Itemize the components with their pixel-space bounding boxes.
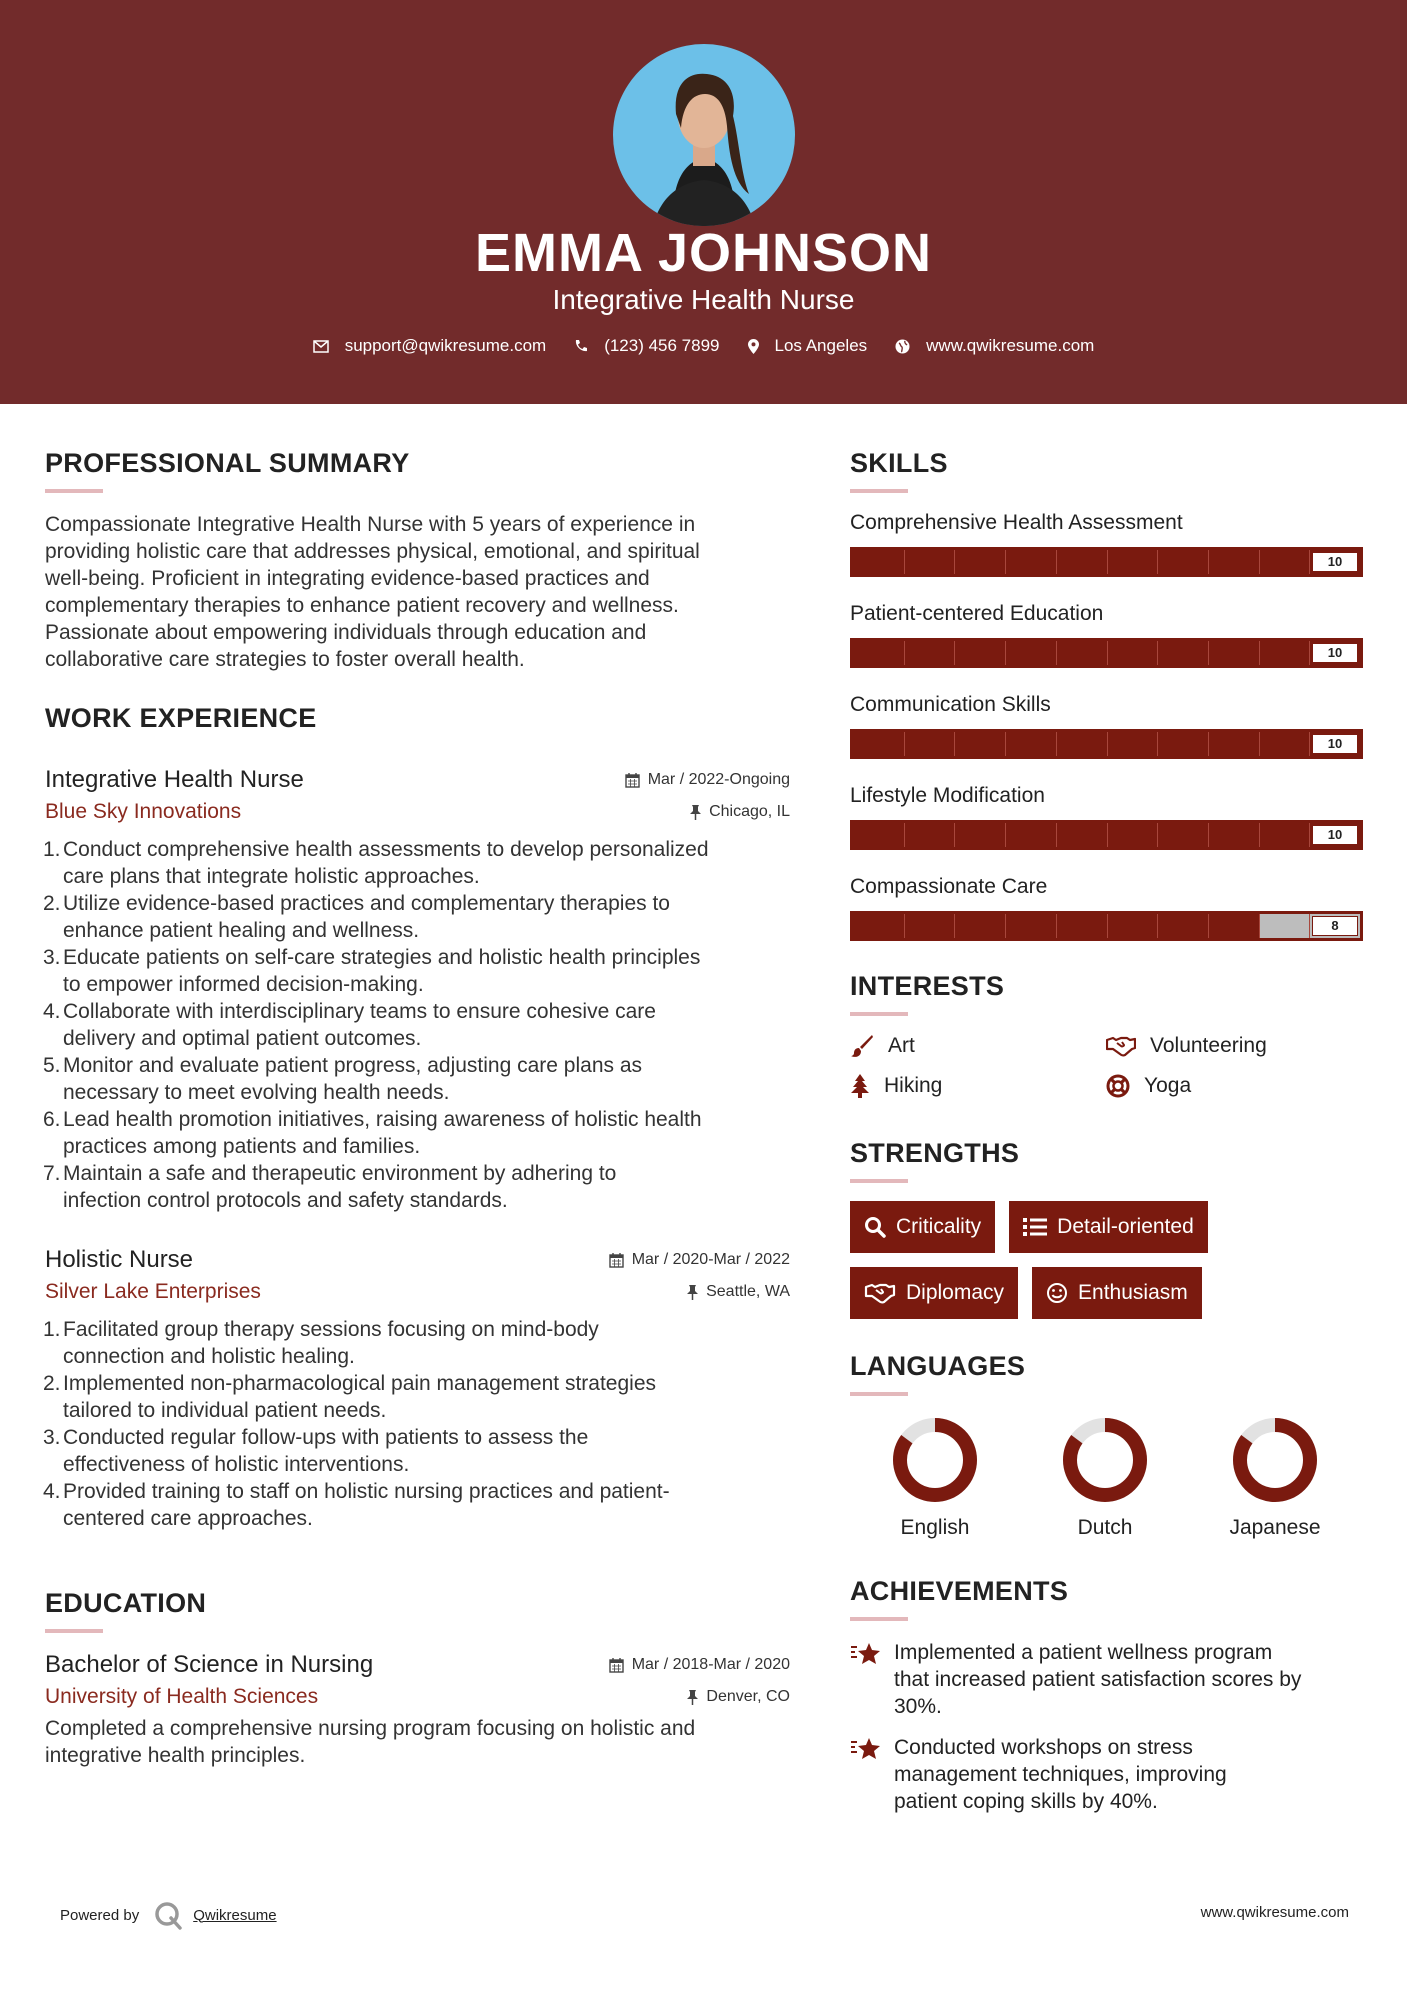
section-divider <box>850 1012 908 1016</box>
footer-powered-by <box>60 1900 277 1930</box>
skill-segment-divider <box>904 550 905 574</box>
achievement-item <box>850 1639 1365 1720</box>
skill-item <box>850 693 1365 759</box>
skill-segment-divider <box>1208 550 1209 574</box>
map-pin-icon <box>748 339 759 354</box>
skill-segment-divider <box>954 732 955 756</box>
interest-item: Yoga <box>1106 1074 1362 1098</box>
language-level-donut <box>889 1414 981 1506</box>
achievements-section <box>850 1576 1365 1815</box>
summary-section <box>45 448 790 673</box>
skill-level-bar <box>850 911 1363 941</box>
section-divider <box>45 1629 103 1633</box>
list-item: 7. Maintain a safe and therapeutic environment by adhering to infection control protocols and safety standards. <box>43 1162 617 1212</box>
tree-icon <box>850 1074 870 1098</box>
smile-icon <box>1046 1282 1068 1304</box>
list-item: 4. Provided training to staff on holistic nursing practices and patient- centered care approaches. <box>43 1480 670 1530</box>
skill-segment-divider <box>1208 641 1209 665</box>
skill-segment-divider <box>1259 823 1260 847</box>
section-divider <box>45 489 103 493</box>
powered-by-label: Powered by <box>60 1906 140 1924</box>
job-dates <box>609 1251 790 1269</box>
candidate-title: Integrative Health Nurse <box>552 284 855 315</box>
left-column <box>45 448 790 1769</box>
skill-segment-divider <box>1259 550 1260 574</box>
skill-name: Compassionate Care <box>850 875 1048 898</box>
interests-section <box>850 971 1365 1098</box>
school-name: University of Health Sciences <box>45 1685 319 1708</box>
skill-segment-divider <box>1157 914 1158 938</box>
strength-tag: Enthusiasm <box>1032 1267 1202 1319</box>
pushpin-icon <box>690 805 701 820</box>
skill-level-bar <box>850 547 1363 577</box>
pushpin-icon <box>687 1285 698 1300</box>
interest-item: Hiking <box>850 1074 1106 1098</box>
footer-url[interactable]: www.qwikresume.com <box>1200 1904 1349 1921</box>
skill-item <box>850 602 1365 668</box>
contact-phone[interactable] <box>574 336 719 356</box>
achievement-text: Conducted workshops on stress management techniques, improving patient coping skills by 40%. <box>894 1736 1227 1813</box>
achievement-item <box>850 1734 1365 1815</box>
skill-segment-divider <box>1107 641 1108 665</box>
job-location-text: Seattle, WA <box>706 1283 790 1300</box>
languages-heading: LANGUAGES <box>850 1351 1026 1381</box>
skill-segment-divider <box>954 550 955 574</box>
lifebuoy-icon <box>1106 1074 1130 1098</box>
skill-level-badge: 10 <box>1312 643 1358 663</box>
right-column <box>850 448 1365 1829</box>
contact-email[interactable] <box>313 336 547 356</box>
list-item: 4. Collaborate with interdisciplinary teams to ensure cohesive care delivery and optimal patient outcomes. <box>43 1000 656 1050</box>
language-item <box>1020 1414 1190 1540</box>
skill-item <box>850 875 1365 941</box>
education-location-text: Denver, CO <box>706 1688 790 1705</box>
skill-segment-divider <box>954 641 955 665</box>
strengths-heading: STRENGTHS <box>850 1138 1020 1168</box>
skill-segment-divider <box>1056 550 1057 574</box>
skills-heading: SKILLS <box>850 448 948 478</box>
handshake-icon <box>1106 1035 1136 1057</box>
job-location <box>687 1283 790 1301</box>
contact-phone-text: (123) 456 7899 <box>604 336 720 355</box>
skills-list <box>850 511 1365 941</box>
resume-header <box>0 0 1407 404</box>
contact-website-text: www.qwikresume.com <box>926 336 1095 355</box>
degree-title: Bachelor of Science in Nursing <box>45 1651 374 1678</box>
list-item: 1. Facilitated group therapy sessions focusing on mind-body connection and holistic healing. <box>43 1318 599 1368</box>
job-title: Holistic Nurse <box>45 1246 194 1273</box>
list-icon <box>1023 1217 1047 1237</box>
strengths-tags <box>850 1201 1365 1333</box>
education-heading: EDUCATION <box>45 1588 207 1618</box>
job-entry <box>45 766 790 1214</box>
skill-segment-divider <box>954 823 955 847</box>
education-description: Completed a comprehensive nursing program focusing on holistic and integrative health principles. <box>45 1717 696 1767</box>
skill-segment-divider <box>1309 732 1310 756</box>
candidate-name: EMMA JOHNSON <box>474 223 933 283</box>
experience-section <box>45 703 790 1532</box>
interests-grid <box>850 1034 1365 1098</box>
skill-item <box>850 784 1365 850</box>
skill-segment-divider <box>904 641 905 665</box>
skill-name: Comprehensive Health Assessment <box>850 511 1183 534</box>
skill-segment-divider <box>1005 823 1006 847</box>
languages-section <box>850 1351 1365 1540</box>
education-dates <box>609 1656 790 1674</box>
language-level-donut <box>1229 1414 1321 1506</box>
job-dates <box>625 771 790 789</box>
interest-item: Art <box>850 1034 1106 1058</box>
skill-segment-divider <box>1208 823 1209 847</box>
strength-tag: Diplomacy <box>850 1267 1018 1319</box>
skill-segment-divider <box>1259 641 1260 665</box>
handshake-icon <box>864 1282 896 1304</box>
skill-level-bar <box>850 638 1363 668</box>
skill-segment-divider <box>1309 550 1310 574</box>
search-icon <box>864 1216 886 1238</box>
skill-level-badge: 8 <box>1312 916 1358 936</box>
summary-heading: PROFESSIONAL SUMMARY <box>45 448 410 478</box>
skill-segment-divider <box>1005 914 1006 938</box>
achievements-heading: ACHIEVEMENTS <box>850 1576 1069 1606</box>
skill-segment-divider <box>904 732 905 756</box>
contact-location-text: Los Angeles <box>774 336 868 355</box>
skill-segment-divider <box>904 914 905 938</box>
achievement-text: Implemented a patient wellness program that increased patient satisfaction scores by 30%. <box>894 1641 1302 1718</box>
skill-segment-divider <box>1259 732 1260 756</box>
skill-item <box>850 511 1365 577</box>
skill-segment-divider <box>1157 732 1158 756</box>
language-label: English <box>900 1516 970 1539</box>
job-responsibilities <box>45 836 790 1214</box>
skill-segment-divider <box>1157 550 1158 574</box>
skill-segment-divider <box>1005 641 1006 665</box>
globe-icon <box>895 339 910 354</box>
summary-line: Passionate about empowering individuals through education and <box>45 621 647 644</box>
education-dates-text: Mar / 2018-Mar / 2020 <box>631 1656 790 1673</box>
skill-name: Lifestyle Modification <box>850 784 1045 807</box>
job-dates-text: Mar / 2022-Ongoing <box>647 771 790 788</box>
calendar-icon <box>609 1253 624 1268</box>
skill-segment-divider <box>1309 641 1310 665</box>
skill-segment-divider <box>1157 641 1158 665</box>
skill-segment-divider <box>1005 732 1006 756</box>
star-badge-icon <box>850 1641 882 1667</box>
contact-bar <box>0 336 1407 356</box>
summary-line: Compassionate Integrative Health Nurse with 5 years of experience in <box>45 513 696 536</box>
list-item: 5. Monitor and evaluate patient progress, adjusting care plans as necessary to meet evolving health needs. <box>43 1054 643 1104</box>
skill-level-bar <box>850 729 1363 759</box>
skill-segment-divider <box>1107 732 1108 756</box>
skill-segment-divider <box>1056 732 1057 756</box>
section-divider <box>850 489 908 493</box>
contact-email-text: support@qwikresume.com <box>344 336 547 355</box>
skill-segment-divider <box>1107 914 1108 938</box>
list-item: 6. Lead health promotion initiatives, raising awareness of holistic health practices among patients and families. <box>43 1108 702 1158</box>
summary-line: well-being. Proficient in integrating evidence-based practices and <box>45 567 650 590</box>
job-company: Blue Sky Innovations <box>45 800 242 823</box>
skill-name: Communication Skills <box>850 693 1051 716</box>
language-item <box>850 1414 1020 1540</box>
job-responsibilities <box>45 1316 790 1532</box>
job-title: Integrative Health Nurse <box>45 766 304 793</box>
contact-website[interactable] <box>895 336 1094 356</box>
skill-level-bar <box>850 820 1363 850</box>
education-section <box>45 1588 790 1769</box>
strength-tag: Criticality <box>850 1201 995 1253</box>
skill-segment-divider <box>1259 914 1260 938</box>
contact-location <box>748 336 868 356</box>
section-divider <box>850 1617 908 1621</box>
list-item: 2. Utilize evidence-based practices and complementary therapies to enhance patient healing and wellness. <box>43 892 670 942</box>
interest-item: Volunteering <box>1106 1034 1362 1058</box>
list-item: 1. Conduct comprehensive health assessments to develop personalized care plans that integrate holistic approaches. <box>43 838 709 888</box>
skill-level-badge: 10 <box>1312 825 1358 845</box>
language-label: Japanese <box>1229 1516 1321 1539</box>
person-silhouette-icon <box>613 44 795 226</box>
section-divider <box>850 1179 908 1183</box>
list-item: 2. Implemented non-pharmacological pain management strategies tailored to individual patient needs. <box>43 1372 657 1422</box>
strengths-section <box>850 1138 1365 1333</box>
profile-photo <box>613 44 795 226</box>
phone-icon <box>574 339 588 353</box>
job-company: Silver Lake Enterprises <box>45 1280 261 1303</box>
skill-segment-divider <box>1208 914 1209 938</box>
skill-segment-divider <box>1157 823 1158 847</box>
language-level-donut <box>1059 1414 1151 1506</box>
job-entry <box>45 1246 790 1532</box>
job-location <box>690 803 790 821</box>
star-badge-icon <box>850 1736 882 1762</box>
skill-segment-divider <box>1309 823 1310 847</box>
skill-segment-divider <box>1005 550 1006 574</box>
list-item: 3. Conducted regular follow-ups with patients to assess the effectiveness of holistic interventions. <box>43 1426 589 1476</box>
envelope-icon <box>313 340 329 353</box>
qwikresume-logo-icon <box>153 1900 183 1930</box>
skill-segment-divider <box>1056 914 1057 938</box>
language-label: Dutch <box>1077 1516 1133 1539</box>
list-item: 3. Educate patients on self-care strategies and holistic health principles to empower informed decision-making. <box>43 946 701 996</box>
skill-segment-divider <box>1309 914 1310 938</box>
job-dates-text: Mar / 2020-Mar / 2022 <box>631 1251 790 1268</box>
skill-segment-divider <box>1208 732 1209 756</box>
summary-line: complementary therapies to enhance patient recovery and wellness. <box>45 594 679 617</box>
skill-segment-divider <box>1107 550 1108 574</box>
skill-segment-divider <box>1056 823 1057 847</box>
education-location <box>687 1688 790 1706</box>
pushpin-icon <box>687 1690 698 1705</box>
paintbrush-icon <box>850 1034 874 1058</box>
strength-tag: Detail-oriented <box>1009 1201 1208 1253</box>
job-location-text: Chicago, IL <box>709 803 790 820</box>
skill-segment-divider <box>1056 641 1057 665</box>
skill-segment-divider <box>1107 823 1108 847</box>
calendar-icon <box>625 773 640 788</box>
summary-line: collaborative care strategies to foster overall health. <box>45 648 525 671</box>
summary-text <box>45 511 790 673</box>
skill-level-badge: 10 <box>1312 552 1358 572</box>
calendar-icon <box>609 1658 624 1673</box>
section-divider <box>850 1392 908 1396</box>
skill-level-badge: 10 <box>1312 734 1358 754</box>
interests-heading: INTERESTS <box>850 971 1005 1001</box>
languages-list <box>850 1414 1365 1540</box>
skill-name: Patient-centered Education <box>850 602 1104 625</box>
skills-section <box>850 448 1365 941</box>
brand-link[interactable]: Qwikresume <box>193 1906 277 1924</box>
experience-heading: WORK EXPERIENCE <box>45 703 317 733</box>
language-item <box>1190 1414 1360 1540</box>
section-divider <box>45 744 103 748</box>
summary-line: providing holistic care that addresses physical, emotional, and spiritual <box>45 540 700 563</box>
skill-segment-divider <box>954 914 955 938</box>
skill-segment-divider <box>904 823 905 847</box>
